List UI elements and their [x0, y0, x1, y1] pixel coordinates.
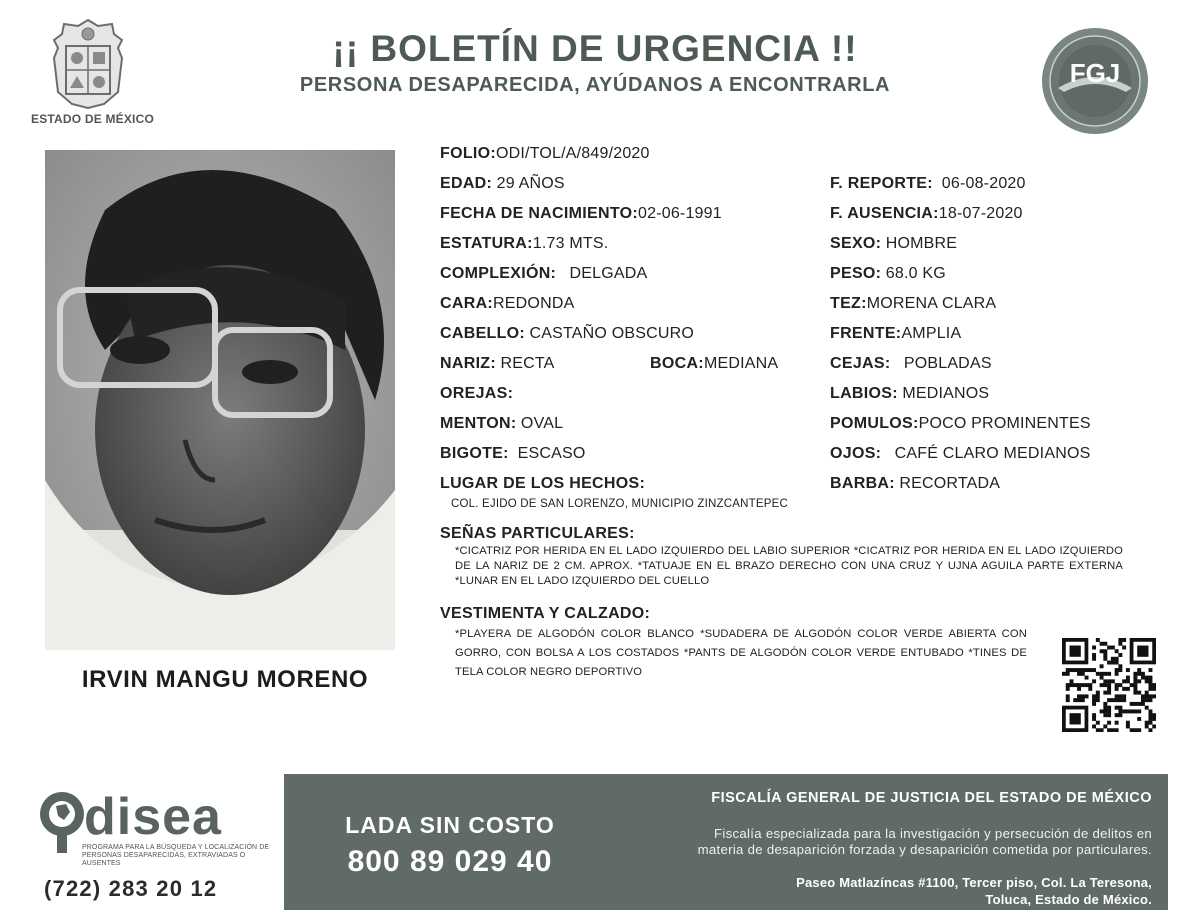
field-label: F. AUSENCIA:: [830, 205, 939, 222]
fiscalia-desc-line: materia de desaparición forzada y desaparición cometida por particulares.: [697, 842, 1152, 857]
field-cara: [440, 295, 574, 313]
field-label: FOLIO:: [440, 145, 497, 162]
field-label: COMPLEXIÓN:: [440, 265, 557, 282]
field-label: PESO:: [830, 265, 882, 282]
field-boca: [650, 355, 778, 373]
field-label: EDAD:: [440, 175, 493, 192]
field-tez: [830, 295, 996, 313]
field-label: LABIOS:: [830, 385, 898, 402]
field-value: REDONDA: [493, 295, 575, 312]
field-estatura: [440, 235, 608, 253]
field-f-reporte: [830, 175, 1026, 193]
field-value: 29 AÑOS: [496, 175, 565, 192]
field-label: ESTATURA:: [440, 235, 533, 252]
field-value: 68.0 KG: [885, 265, 946, 282]
field-label: SEXO:: [830, 235, 882, 252]
field-complexion: [440, 265, 647, 283]
fiscalia-desc-line: Fiscalía especializada para la investigación y persecución de delitos en: [714, 826, 1152, 841]
field-cabello: [440, 325, 694, 343]
field-barba: [830, 475, 1000, 493]
odisea-phone[interactable]: (722) 283 20 12: [44, 876, 218, 901]
state-label: ESTADO DE MÉXICO: [31, 112, 154, 126]
person-photo: [45, 150, 395, 650]
vestimenta-title: VESTIMENTA Y CALZADO:: [440, 605, 651, 622]
person-name: IRVIN MANGU MORENO: [81, 666, 369, 693]
field-value: CASTAÑO OBSCURO: [529, 325, 695, 342]
field-label: BOCA:: [650, 355, 704, 372]
vestimenta-text: *PLAYERA DE ALGODÓN COLOR BLANCO *SUDADERA DE ALGODÓN COLOR VERDE ABIERTA CON GORRO, CON BOLSA A LOS COSTADOS *PANTS DE ALGODÓN COLOR VERDE ENTUBADO *TINES DE TELA COLOR NEGRO DEPORTIVO: [455, 628, 1027, 678]
field-frente: [830, 325, 961, 343]
field-value: 02-06-1991: [638, 205, 722, 222]
field-value: POBLADAS: [903, 355, 992, 372]
fiscalia-address: [600, 874, 1152, 908]
field-value: OVAL: [520, 415, 564, 432]
field-value: 06-08-2020: [941, 175, 1026, 192]
fgj-seal: [1040, 26, 1150, 136]
field-bigote: [440, 445, 586, 463]
field-label: TEZ:: [830, 295, 867, 312]
field-label: BIGOTE:: [440, 445, 509, 462]
field-f-ausencia: [830, 205, 1023, 223]
field-value: ODI/TOL/A/849/2020: [496, 145, 650, 162]
field-orejas: [440, 385, 513, 403]
field-labios: [830, 385, 989, 403]
field-value: HOMBRE: [885, 235, 958, 252]
field-peso: [830, 265, 946, 283]
toll-free-label: LADA SIN COSTO: [345, 812, 555, 838]
field-value: MEDIANA: [703, 355, 779, 372]
field-label: BARBA:: [830, 475, 895, 492]
field-value: 18-07-2020: [938, 205, 1023, 222]
field-nariz: [440, 355, 555, 373]
field-sexo: [830, 235, 957, 253]
field-value: DELGADA: [569, 265, 648, 282]
toll-free-number[interactable]: 800 89 029 40: [347, 845, 553, 878]
bulletin-subtitle: PERSONA DESAPARECIDA, AYÚDANOS A ENCONTRARLA: [299, 74, 891, 96]
fiscalia-description: [600, 826, 1152, 858]
fgj-text: FGJ: [1069, 58, 1121, 88]
field-value: MORENA CLARA: [866, 295, 997, 312]
field-label: CEJAS:: [830, 355, 891, 372]
qr-code[interactable]: [1062, 638, 1156, 732]
field-label: CARA:: [440, 295, 494, 312]
field-label: LUGAR DE LOS HECHOS:: [440, 475, 646, 492]
senas-text: *CICATRIZ POR HERIDA EN EL LADO IZQUIERDO DEL LABIO SUPERIOR *CICATRIZ POR HERIDA EN EL LADO IZQUIERDO DE LA NARIZ DE 2 CM. APROX. *TATUAJE EN EL BRAZO DERECHO CON UNA CRUZ Y UJNA AGUILA PARTE EXTERNA *LUNAR EN EL LADO IZQUIERDO DEL CUELLO: [455, 545, 1123, 587]
estado-de-mexico-coat-of-arms: [48, 18, 128, 110]
lugar-value: COL. EJIDO DE SAN LORENZO, MUNICIPIO ZINZCANTEPEC: [451, 498, 788, 510]
field-label: CABELLO:: [440, 325, 526, 342]
field-lugar: [440, 475, 645, 493]
field-label: FECHA DE NACIMIENTO:: [440, 205, 638, 222]
field-value: RECORTADA: [899, 475, 1001, 492]
field-label: NARIZ:: [440, 355, 497, 372]
field-label: FRENTE:: [830, 325, 902, 342]
address-line: Toluca, Estado de México.: [985, 892, 1152, 907]
field-value: ESCASO: [517, 445, 586, 462]
field-value: MEDIANOS: [902, 385, 990, 402]
senas-title: SEÑAS PARTICULARES:: [440, 525, 635, 542]
field-pomulos: [830, 415, 1091, 433]
field-label: POMULOS:: [830, 415, 919, 432]
field-folio: [440, 145, 650, 163]
field-value: 1.73 MTS.: [532, 235, 609, 252]
field-label: OJOS:: [830, 445, 882, 462]
odisea-brand: disea: [84, 788, 222, 846]
bulletin-title: ¡¡ BOLETÍN DE URGENCIA !!: [332, 28, 858, 69]
field-value: CAFÉ CLARO MEDIANOS: [894, 445, 1091, 462]
field-menton: [440, 415, 563, 433]
fiscalia-title: FISCALÍA GENERAL DE JUSTICIA DEL ESTADO DE MÉXICO: [711, 790, 1152, 806]
field-value: RECTA: [500, 355, 555, 372]
field-value: AMPLIA: [901, 325, 962, 342]
field-label: F. REPORTE:: [830, 175, 933, 192]
field-edad: [440, 175, 565, 193]
odisea-caption: PROGRAMA PARA LA BÚSQUEDA Y LOCALIZACIÓN DE PERSONAS DESAPARECIDAS, EXTRAVIADAS O AUSENTES: [82, 844, 270, 867]
field-label: MENTON:: [440, 415, 517, 432]
field-ojos: [830, 445, 1090, 463]
field-value: POCO PROMINENTES: [918, 415, 1091, 432]
field-cejas: [830, 355, 992, 373]
address-line: Paseo Matlazíncas #1100, Tercer piso, Col. La Teresona,: [796, 875, 1152, 890]
field-label: OREJAS:: [440, 385, 514, 402]
field-fecha-nacimiento: [440, 205, 722, 223]
